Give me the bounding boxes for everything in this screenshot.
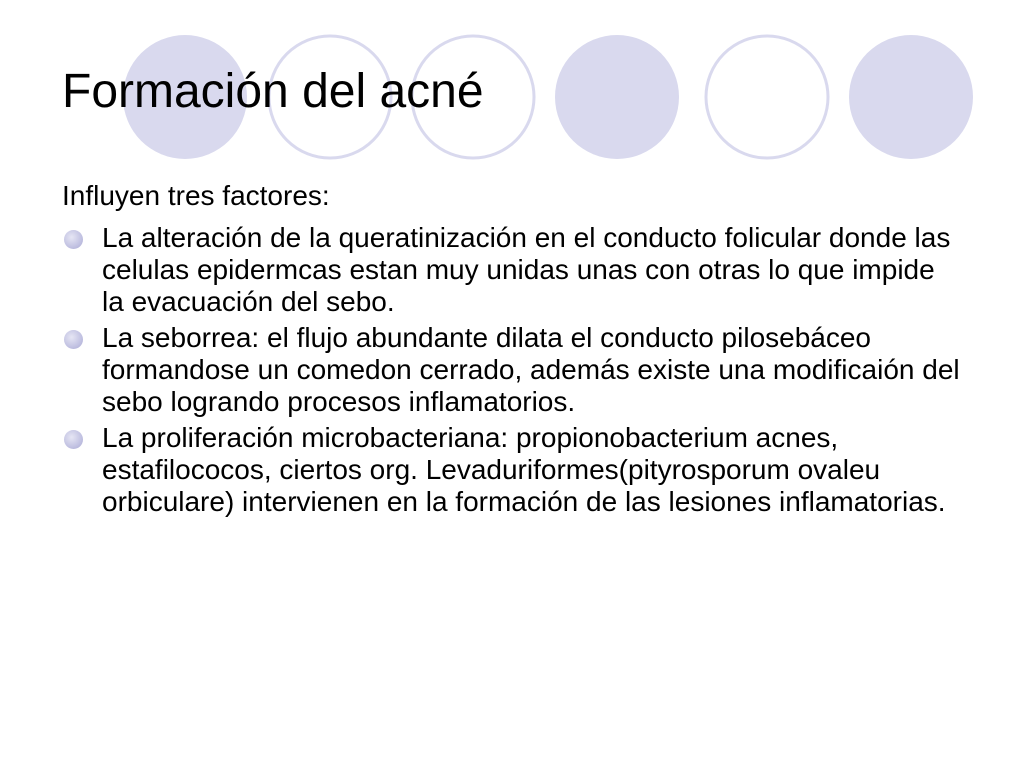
decor-circle-filled-3 bbox=[849, 35, 973, 159]
bullet-item-microbial-proliferation bbox=[62, 422, 962, 518]
bullet-list bbox=[62, 222, 962, 522]
bullet-circle-icon bbox=[64, 330, 83, 349]
bullet-text: La seborrea: el flujo abundante dilata el conducto pilosebáceo formandose un comedon cerrado, además existe una modificaión del sebo logrando procesos inflamatorios. bbox=[102, 322, 960, 417]
bullet-item-keratinization bbox=[62, 222, 962, 318]
bullet-circle-icon bbox=[64, 430, 83, 449]
bullet-text: La alteración de la queratinización en el conducto folicular donde las celulas epidermcas estan muy unidas unas con otras lo que impide la evacuación del sebo. bbox=[102, 222, 951, 317]
bullet-circle-icon bbox=[64, 230, 83, 249]
bullet-item-seborrhea bbox=[62, 322, 962, 418]
bullet-text: La proliferación microbacteriana: propionobacterium acnes, estafilococos, ciertos org. Levaduriformes(pityrosporum ovaleu orbiculare) intervienen en la formación de las lesiones inflamatorias. bbox=[102, 422, 946, 517]
intro-text: Influyen tres factores: bbox=[62, 180, 330, 211]
slide-title: Formación del acné bbox=[62, 65, 484, 118]
decor-circle-filled-2 bbox=[555, 35, 679, 159]
decor-circle-outline-3 bbox=[706, 36, 828, 158]
